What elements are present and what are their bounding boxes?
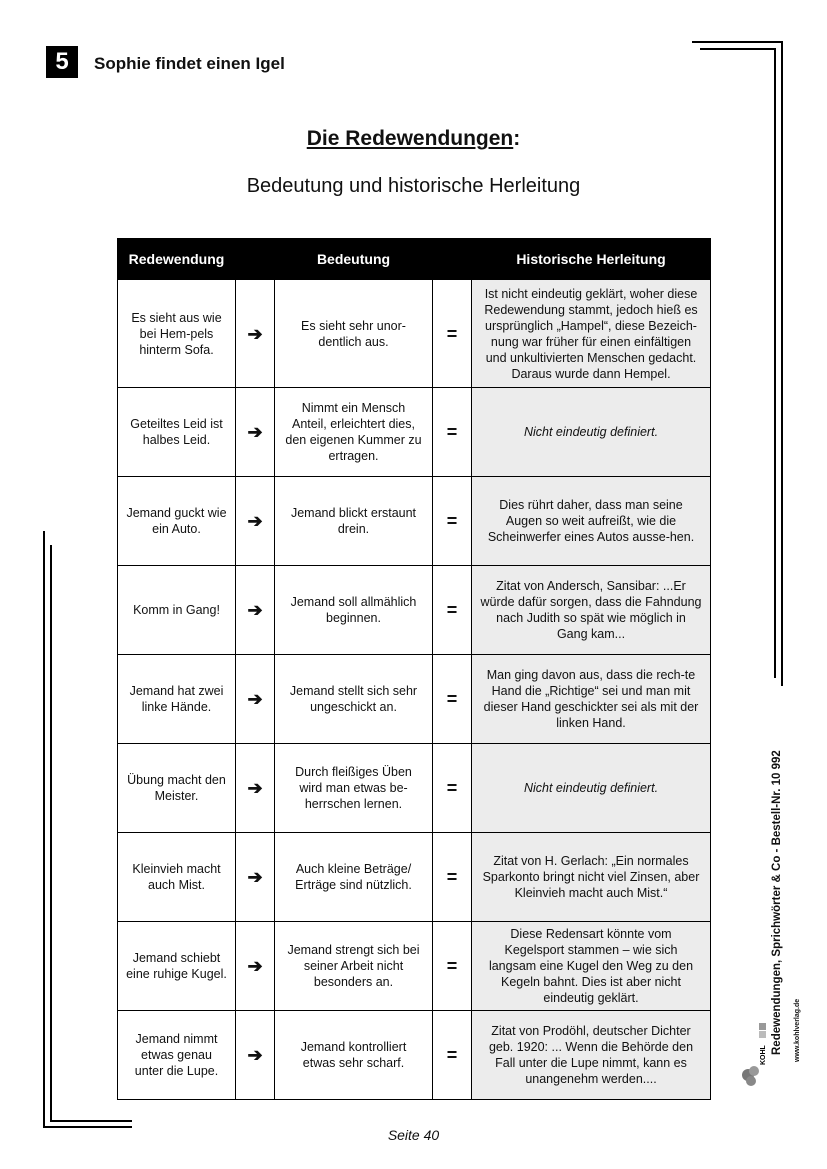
table-row (118, 744, 711, 833)
origin-cell: Dies rührt daher, dass man seine Augen so weit aufreißt, wie die Scheinwerfer eines Autos ausse-hen. (472, 477, 711, 566)
chapter-title: Sophie findet einen Igel (94, 54, 285, 73)
idiom-cell: Kleinvieh macht auch Mist. (118, 833, 236, 922)
equals-icon: = (433, 280, 472, 388)
idiom-cell: Übung macht den Meister. (118, 744, 236, 833)
decor-line (43, 531, 45, 1128)
meaning-cell: Es sieht sehr unor-dentlich aus. (275, 280, 433, 388)
meaning-cell: Jemand blickt erstaunt drein. (275, 477, 433, 566)
origin-cell: Ist nicht eindeutig geklärt, woher diese Redewendung stammt, jedoch hieß es ursprünglich „Hampel“, diese Bezeich-nung war früher für einen einfältigen und unkultivierten Menschen gedacht. Daraus wurde dann Hempel. (472, 280, 711, 388)
equals-icon: = (433, 1011, 472, 1100)
page-subtitle: Bedeutung und historische Herleitung (246, 175, 581, 197)
table-row (118, 655, 711, 744)
origin-cell: Nicht eindeutig definiert. (472, 744, 711, 833)
equals-icon: = (433, 833, 472, 922)
chapter-number-badge: 5 (46, 46, 78, 78)
meaning-cell: Durch fleißiges Üben wird man etwas be-herrschen lernen. (275, 744, 433, 833)
arrow-icon: ➔ (236, 833, 275, 922)
arrow-icon: ➔ (236, 1011, 275, 1100)
table-row (118, 280, 711, 388)
meaning-cell: Auch kleine Beträge/ Erträge sind nützlich. (275, 833, 433, 922)
page-title-colon: : (513, 127, 521, 150)
page-number: Seite 40 (387, 1127, 440, 1143)
idiom-cell: Jemand hat zwei linke Hände. (118, 655, 236, 744)
arrow-icon: ➔ (236, 566, 275, 655)
decor-line (692, 41, 782, 43)
idiom-cell: Jemand schiebt eine ruhige Kugel. (118, 922, 236, 1011)
decor-line (50, 1120, 132, 1122)
equals-icon: = (433, 388, 472, 477)
origin-cell: Zitat von H. Gerlach: „Ein normales Sparkonto bringt nicht viel Zinsen, aber Kleinvieh macht auch Mist.“ (472, 833, 711, 922)
idiom-cell: Jemand guckt wie ein Auto. (118, 477, 236, 566)
decor-line (50, 545, 52, 1121)
column-header-origin: Historische Herleitung (472, 239, 711, 280)
idioms-table (117, 238, 711, 1100)
origin-cell: Man ging davon aus, dass die rech-te Hand die „Richtige“ sei und man mit dieser Hand geschickter sei als mit der linken Hand. (472, 655, 711, 744)
equals-icon: = (433, 922, 472, 1011)
origin-cell: Zitat von Prodöhl, deutscher Dichter geb. 1920: ... Wenn die Behörde den Fall unter die Lupe nimmt, kann es unangenehm werden.... (472, 1011, 711, 1100)
publisher-url[interactable]: www.kohlverlag.de (794, 998, 801, 1062)
arrow-icon: ➔ (236, 280, 275, 388)
column-header-meaning: Bedeutung (236, 239, 472, 280)
origin-cell: Zitat von Andersch, Sansibar: ...Er würde dafür sorgen, dass die Fahndung nach Judith so spät wie möglich in Gang kam... (472, 566, 711, 655)
idiom-cell: Komm in Gang! (118, 566, 236, 655)
origin-cell: Nicht eindeutig definiert. (472, 388, 711, 477)
table-row (118, 922, 711, 1011)
meaning-cell: Jemand kontrolliert etwas sehr scharf. (275, 1011, 433, 1100)
publisher-logo (739, 1015, 767, 1089)
table-header-row (118, 239, 711, 280)
order-number-label: Redewendungen, Sprichwörter & Co - Bestell-Nr. 10 992 (771, 750, 783, 1055)
table-row (118, 388, 711, 477)
meaning-cell: Nimmt ein Mensch Anteil, erleichtert dies, den eigenen Kummer zu ertragen. (275, 388, 433, 477)
meaning-cell: Jemand soll allmählich beginnen. (275, 566, 433, 655)
arrow-icon: ➔ (236, 655, 275, 744)
page-title (0, 127, 827, 151)
arrow-icon: ➔ (236, 477, 275, 566)
origin-cell: Diese Redensart könnte vom Kegelsport stammen – wie sich langsam eine Kugel den Weg zu den Kegeln bahnt. Dies ist aber nicht eindeutig geklärt. (472, 922, 711, 1011)
idiom-cell: Es sieht aus wie bei Hem-pels hinterm Sofa. (118, 280, 236, 388)
table-row (118, 477, 711, 566)
meaning-cell: Jemand stellt sich sehr ungeschickt an. (275, 655, 433, 744)
arrow-icon: ➔ (236, 744, 275, 833)
idiom-cell: Geteiltes Leid ist halbes Leid. (118, 388, 236, 477)
equals-icon: = (433, 566, 472, 655)
arrow-icon: ➔ (236, 388, 275, 477)
meaning-cell: Jemand strengt sich bei seiner Arbeit nicht besonders an. (275, 922, 433, 1011)
table-row (118, 1011, 711, 1100)
page-title-text: Die Redewendungen (306, 127, 514, 150)
column-header-idiom: Redewendung (118, 239, 236, 280)
arrow-icon: ➔ (236, 922, 275, 1011)
table-row (118, 566, 711, 655)
idiom-cell: Jemand nimmt etwas genau unter die Lupe. (118, 1011, 236, 1100)
publisher-name: KOHL (760, 1045, 767, 1065)
equals-icon: = (433, 655, 472, 744)
table-row (118, 833, 711, 922)
equals-icon: = (433, 477, 472, 566)
decor-line (700, 48, 775, 50)
equals-icon: = (433, 744, 472, 833)
